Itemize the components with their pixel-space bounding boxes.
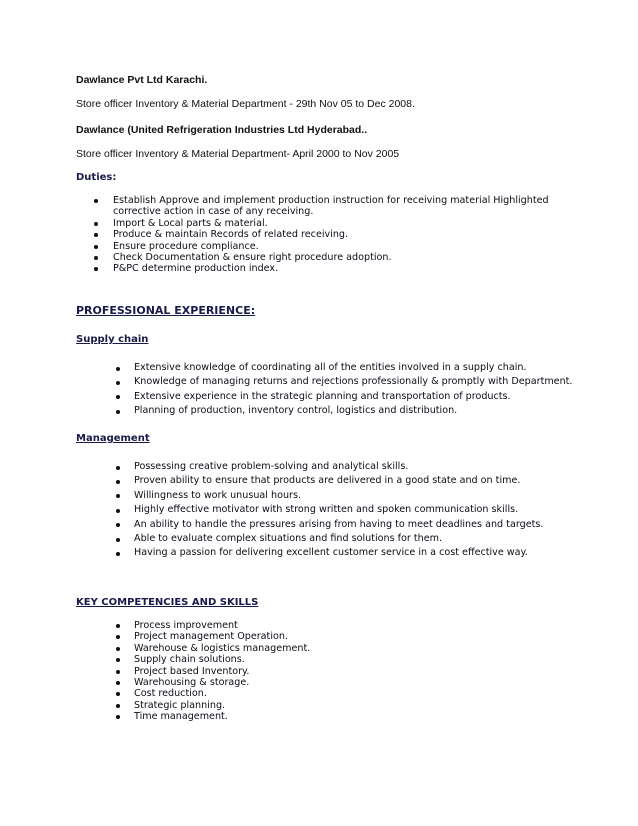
list-item: Willingness to work unusual hours. <box>114 489 543 503</box>
list-item: P&PC determine production index. <box>92 263 549 274</box>
list-item: Extensive experience in the strategic planning and transportation of products. <box>114 390 572 404</box>
list-item: Produce & maintain Records of related receiving. <box>92 229 549 240</box>
list-item: Warehousing & storage. <box>114 677 310 688</box>
list-item: Able to evaluate complex situations and find solutions for them. <box>114 532 543 546</box>
list-item: Cost reduction. <box>114 688 310 699</box>
list-item: Planning of production, inventory control, logistics and distribution. <box>114 404 572 418</box>
professional-experience-heading: PROFESSIONAL EXPERIENCE: <box>76 304 256 317</box>
list-item-continuation: corrective action in case of any receiving. <box>113 206 314 218</box>
list-item: Establish Approve and implement production instruction for receiving material Highlighted <box>92 195 549 206</box>
list-item: Highly effective motivator with strong written and spoken communication skills. <box>114 503 543 517</box>
job-role: Store officer Inventory & Material Department- April 2000 to Nov 2005 <box>76 148 400 160</box>
company-name: Dawlance Pvt Ltd Karachi. <box>76 74 208 86</box>
list-item: Project based Inventory. <box>114 666 310 677</box>
list-item: Import & Local parts & material. <box>92 218 549 229</box>
list-item: Proven ability to ensure that products are delivered in a good state and on time. <box>114 474 543 488</box>
job-role: Store officer Inventory & Material Department - 29th Nov 05 to Dec 2008. <box>76 98 415 110</box>
management-list <box>114 460 543 561</box>
key-competencies-list <box>114 620 310 723</box>
key-competencies-heading: KEY COMPETENCIES AND SKILLS <box>76 597 259 608</box>
list-item: Warehouse & logistics management. <box>114 643 310 654</box>
list-item: Extensive knowledge of coordinating all of the entities involved in a supply chain. <box>114 361 572 375</box>
list-item: Project management Operation. <box>114 631 310 642</box>
supply-chain-list <box>114 361 572 419</box>
list-item: Strategic planning. <box>114 700 310 711</box>
list-item: Having a passion for delivering excellent customer service in a cost effective way. <box>114 546 543 560</box>
list-item: Possessing creative problem-solving and analytical skills. <box>114 460 543 474</box>
list-item: Check Documentation & ensure right procedure adoption. <box>92 252 549 263</box>
list-item: Knowledge of managing returns and rejections professionally & promptly with Department. <box>114 375 572 389</box>
management-heading: Management <box>76 433 150 444</box>
list-item: Process improvement <box>114 620 310 631</box>
list-item: Ensure procedure compliance. <box>92 241 549 252</box>
list-item: An ability to handle the pressures arising from having to meet deadlines and targets. <box>114 518 543 532</box>
supply-chain-heading: Supply chain <box>76 334 149 345</box>
duties-list <box>92 195 549 275</box>
duties-heading: Duties: <box>76 172 117 183</box>
list-item: Supply chain solutions. <box>114 654 310 665</box>
list-item: Time management. <box>114 711 310 722</box>
company-name: Dawlance (United Refrigeration Industries Ltd Hyderabad.. <box>76 124 368 136</box>
